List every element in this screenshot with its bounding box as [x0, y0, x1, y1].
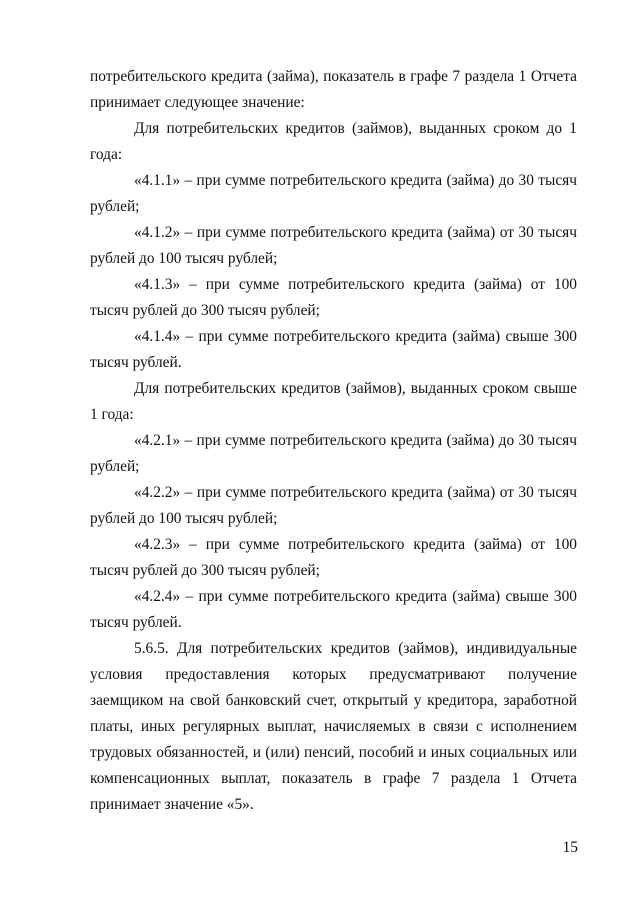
list-item-4-2-3: «4.2.3» – при сумме потребительского кредита (займа) от 100 тысяч рублей до 300 тысяч рублей; — [90, 536, 577, 579]
paragraph-short-term-heading: Для потребительских кредитов (займов), выданных сроком до 1 года: — [90, 120, 577, 163]
paragraph-continuation: потребительского кредита (займа), показатель в графе 7 раздела 1 Отчета принимает следующее значение: — [90, 68, 577, 111]
page-number: 15 — [562, 839, 578, 856]
list-item-4-1-2: «4.1.2» – при сумме потребительского кредита (займа) от 30 тысяч рублей до 100 тысяч рублей; — [90, 224, 577, 267]
paragraph-long-term-heading: Для потребительских кредитов (займов), выданных сроком свыше 1 года: — [90, 380, 577, 423]
list-item-4-2-1: «4.2.1» – при сумме потребительского кредита (займа) до 30 тысяч рублей; — [90, 432, 577, 475]
list-item-4-1-4: «4.1.4» – при сумме потребительского кредита (займа) свыше 300 тысяч рублей. — [90, 328, 577, 371]
paragraph-5-6-5: 5.6.5. Для потребительских кредитов (займов), индивидуальные условия предоставления которых предусматривают получение заемщиком на свой банковский счет, открытый у кредитора, заработной платы, иных регулярных выплат, начисляемых в связи с исполнением трудовых обязанностей, и (или) пенсий, пособий и иных социальных или компенсационных выплат, показатель в графе 7 раздела 1 Отчета принимает значение «5». — [90, 640, 577, 813]
list-item-4-1-1: «4.1.1» – при сумме потребительского кредита (займа) до 30 тысяч рублей; — [90, 172, 577, 215]
list-item-4-1-3: «4.1.3» – при сумме потребительского кредита (займа) от 100 тысяч рублей до 300 тысяч рублей; — [90, 276, 577, 319]
list-item-4-2-2: «4.2.2» – при сумме потребительского кредита (займа) от 30 тысяч рублей до 100 тысяч рублей; — [90, 484, 577, 527]
list-item-4-2-4: «4.2.4» – при сумме потребительского кредита (займа) свыше 300 тысяч рублей. — [90, 588, 577, 631]
document-body — [90, 64, 577, 818]
